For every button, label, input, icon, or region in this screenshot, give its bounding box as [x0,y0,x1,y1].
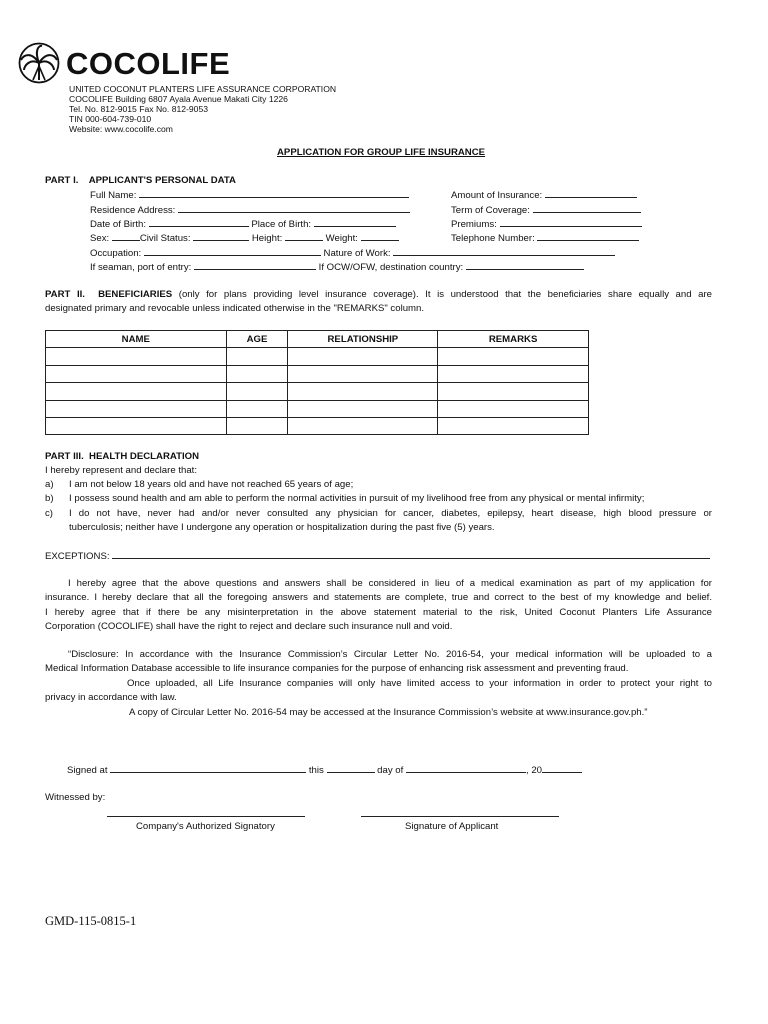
exceptions-row [45,550,710,562]
pob-label: Place of Birth: [251,219,312,230]
exceptions-label: EXCEPTIONS: [45,551,110,562]
year-field[interactable] [542,764,582,773]
table-row [46,383,589,400]
full-name-label: Full Name: [90,190,137,201]
item-a-label: a) [45,479,54,490]
disclosure-line4: privacy in accordance with law. [45,692,177,704]
witnessed-by-label: Witnessed by: [45,792,106,803]
sex-field[interactable] [112,232,140,241]
table-cell[interactable] [226,383,288,400]
col-relationship-header: RELATIONSHIP [288,331,438,348]
table-cell[interactable] [288,348,438,365]
amount-field[interactable] [545,189,637,198]
part2-text [45,288,712,317]
disclosure-line1: “Disclosure: In accordance with the Insurance Commission’s Circular Letter No. 2016-54, your medical information will be uploaded to a [68,649,712,660]
exceptions-field[interactable] [112,550,710,559]
part2-text-line2: designated primary and revocable unless indicated otherwise in the "REMARKS" column. [45,303,425,315]
premiums-label: Premiums: [451,219,497,230]
part3-heading: PART III. HEALTH DECLARATION [45,451,200,462]
agreement-line1: I hereby agree that the above questions and answers shall be considered in lieu of a medical examination as part of my application for [68,578,712,589]
table-cell[interactable] [288,365,438,382]
occupation-row [90,247,615,259]
table-row [46,400,589,417]
table-cell[interactable] [226,348,288,365]
table-cell[interactable] [288,417,438,434]
agreement-line4: Corporation (COCOLIFE) shall have the right to reject and declare such insurance null and void. [45,621,453,633]
table-cell[interactable] [46,348,227,365]
signed-at-field[interactable] [110,764,306,773]
term-label: Term of Coverage: [451,205,530,216]
table-cell[interactable] [46,400,227,417]
table-cell[interactable] [288,400,438,417]
this-label: this [308,765,324,776]
table-row [46,348,589,365]
seaman-label: If seaman, port of entry: [90,262,192,273]
day-of-label: day of [377,765,404,776]
occupation-field[interactable] [144,247,321,256]
table-cell[interactable] [226,400,288,417]
agreement-line2: insurance. I hereby declare that all the foregoing answers and statements are complete, true and correct to the best of my knowledge and belief. [45,592,712,604]
applicant-signature-label: Signature of Applicant [405,821,499,832]
cocolife-logo-icon [18,42,60,84]
height-label: Height: [251,233,283,244]
day-of-field[interactable] [406,764,526,773]
beneficiaries-table [45,330,589,435]
company-phone: Tel. No. 812-9015 Fax No. 812-9053 [69,104,209,114]
ocw-field[interactable] [466,261,584,270]
company-name: UNITED COCONUT PLANTERS LIFE ASSURANCE CORPORATION [69,84,337,94]
col-remarks-header: REMARKS [438,331,589,348]
item-c-line2: tuberculosis; neither have I undergone any operation or hospitalization during the past five (5) years. [69,522,495,534]
company-signature-line[interactable] [107,816,305,817]
full-name-field[interactable] [139,189,409,198]
disclosure-line5: A copy of Circular Letter No. 2016-54 may be accessed at the Insurance Commission’s website at www.insurance.gov.ph.” [129,706,648,718]
premiums-field[interactable] [500,218,642,227]
item-c-text [69,507,712,536]
height-field[interactable] [285,232,323,241]
company-website: Website: www.cocolife.com [69,124,173,134]
item-c-label: c) [45,508,53,519]
disclosure-paragraph [45,648,712,720]
nature-of-work-label: Nature of Work: [323,248,391,259]
item-c-line1: I do not have, never had and/or never consulted any physician for cancer, diabetes, epilepsy, heart disease, high blood pressure or [69,508,712,519]
col-name-header: NAME [46,331,227,348]
table-cell[interactable] [438,383,589,400]
weight-label: Weight: [325,233,358,244]
amount-label: Amount of Insurance: [451,190,543,201]
civil-status-label: Civil Status: [139,233,191,244]
term-field[interactable] [533,204,641,213]
term-row [451,204,641,216]
table-header-row [46,331,589,348]
table-cell[interactable] [226,365,288,382]
dob-field[interactable] [149,218,249,227]
sex-label: Sex: [90,233,110,244]
civil-status-field[interactable] [193,232,249,241]
table-row [46,365,589,382]
col-age-header: AGE [226,331,288,348]
dob-label: Date of Birth: [90,219,146,230]
premiums-row [451,218,642,230]
residence-field[interactable] [178,204,410,213]
pob-field[interactable] [314,218,396,227]
this-field[interactable] [327,764,375,773]
item-a-text: I am not below 18 years old and have not reached 65 years of age; [69,479,354,490]
weight-field[interactable] [361,232,399,241]
amount-row [451,189,637,201]
year-label: , 20 [525,765,542,776]
signed-at-row [67,764,582,776]
table-cell[interactable] [46,383,227,400]
disclosure-line3: Once uploaded, all Life Insurance companies will only have limited access to your information in order to protect your right to [127,677,712,689]
form-code: GMD-115-0815-1 [45,914,137,928]
agreement-paragraph [45,577,712,635]
ocw-label: If OCW/OFW, destination country: [318,262,464,273]
physical-row [90,232,399,244]
seaman-row [90,261,584,273]
full-name-row [90,189,409,201]
birth-row [90,218,396,230]
agreement-line3: I hereby agree that if there be any misinterpretation in the above statement material to the risk, United Coconut Planters Life Assurance [45,606,712,618]
part1-heading: PART I. APPLICANT'S PERSONAL DATA [45,175,236,186]
table-cell[interactable] [438,417,589,434]
item-b-text: I possess sound health and am able to perform the normal activities in pursuit of my livelihood free from any physical or mental infirmity; [69,493,645,504]
company-address: COCOLIFE Building 6807 Ayala Avenue Makati City 1226 [69,94,288,104]
telephone-field[interactable] [537,232,639,241]
table-cell[interactable] [46,417,227,434]
residence-row [90,204,410,216]
item-b-label: b) [45,493,54,504]
telephone-label: Telephone Number: [451,233,535,244]
residence-label: Residence Address: [90,205,176,216]
table-cell[interactable] [438,348,589,365]
table-cell[interactable] [438,400,589,417]
disclosure-line2: Medical Information Database accessible to life insurance companies for the purpose of enhancing risk assessment and preventing fraud. [45,663,629,675]
applicant-signature-line[interactable] [361,816,559,817]
occupation-label: Occupation: [90,248,142,259]
signed-at-label: Signed at [67,765,108,776]
part2-text-line1: (only for plans providing level insurance coverage). It is understood that the beneficiaries share equally and are [178,289,712,300]
table-cell[interactable] [438,365,589,382]
telephone-row [451,232,639,244]
form-title: APPLICATION FOR GROUP LIFE INSURANCE [277,147,486,158]
nature-of-work-field[interactable] [393,247,615,256]
table-cell[interactable] [288,383,438,400]
part2-heading: PART II. BENEFICIARIES [45,289,173,300]
company-signatory-label: Company's Authorized Signatory [136,821,275,832]
company-tin: TIN 000-604-739-010 [69,114,152,124]
table-cell[interactable] [46,365,227,382]
company-logo-text: COCOLIFE [66,46,231,81]
part3-intro: I hereby represent and declare that: [45,465,197,476]
seaman-field[interactable] [194,261,316,270]
table-row [46,417,589,434]
table-cell[interactable] [226,417,288,434]
